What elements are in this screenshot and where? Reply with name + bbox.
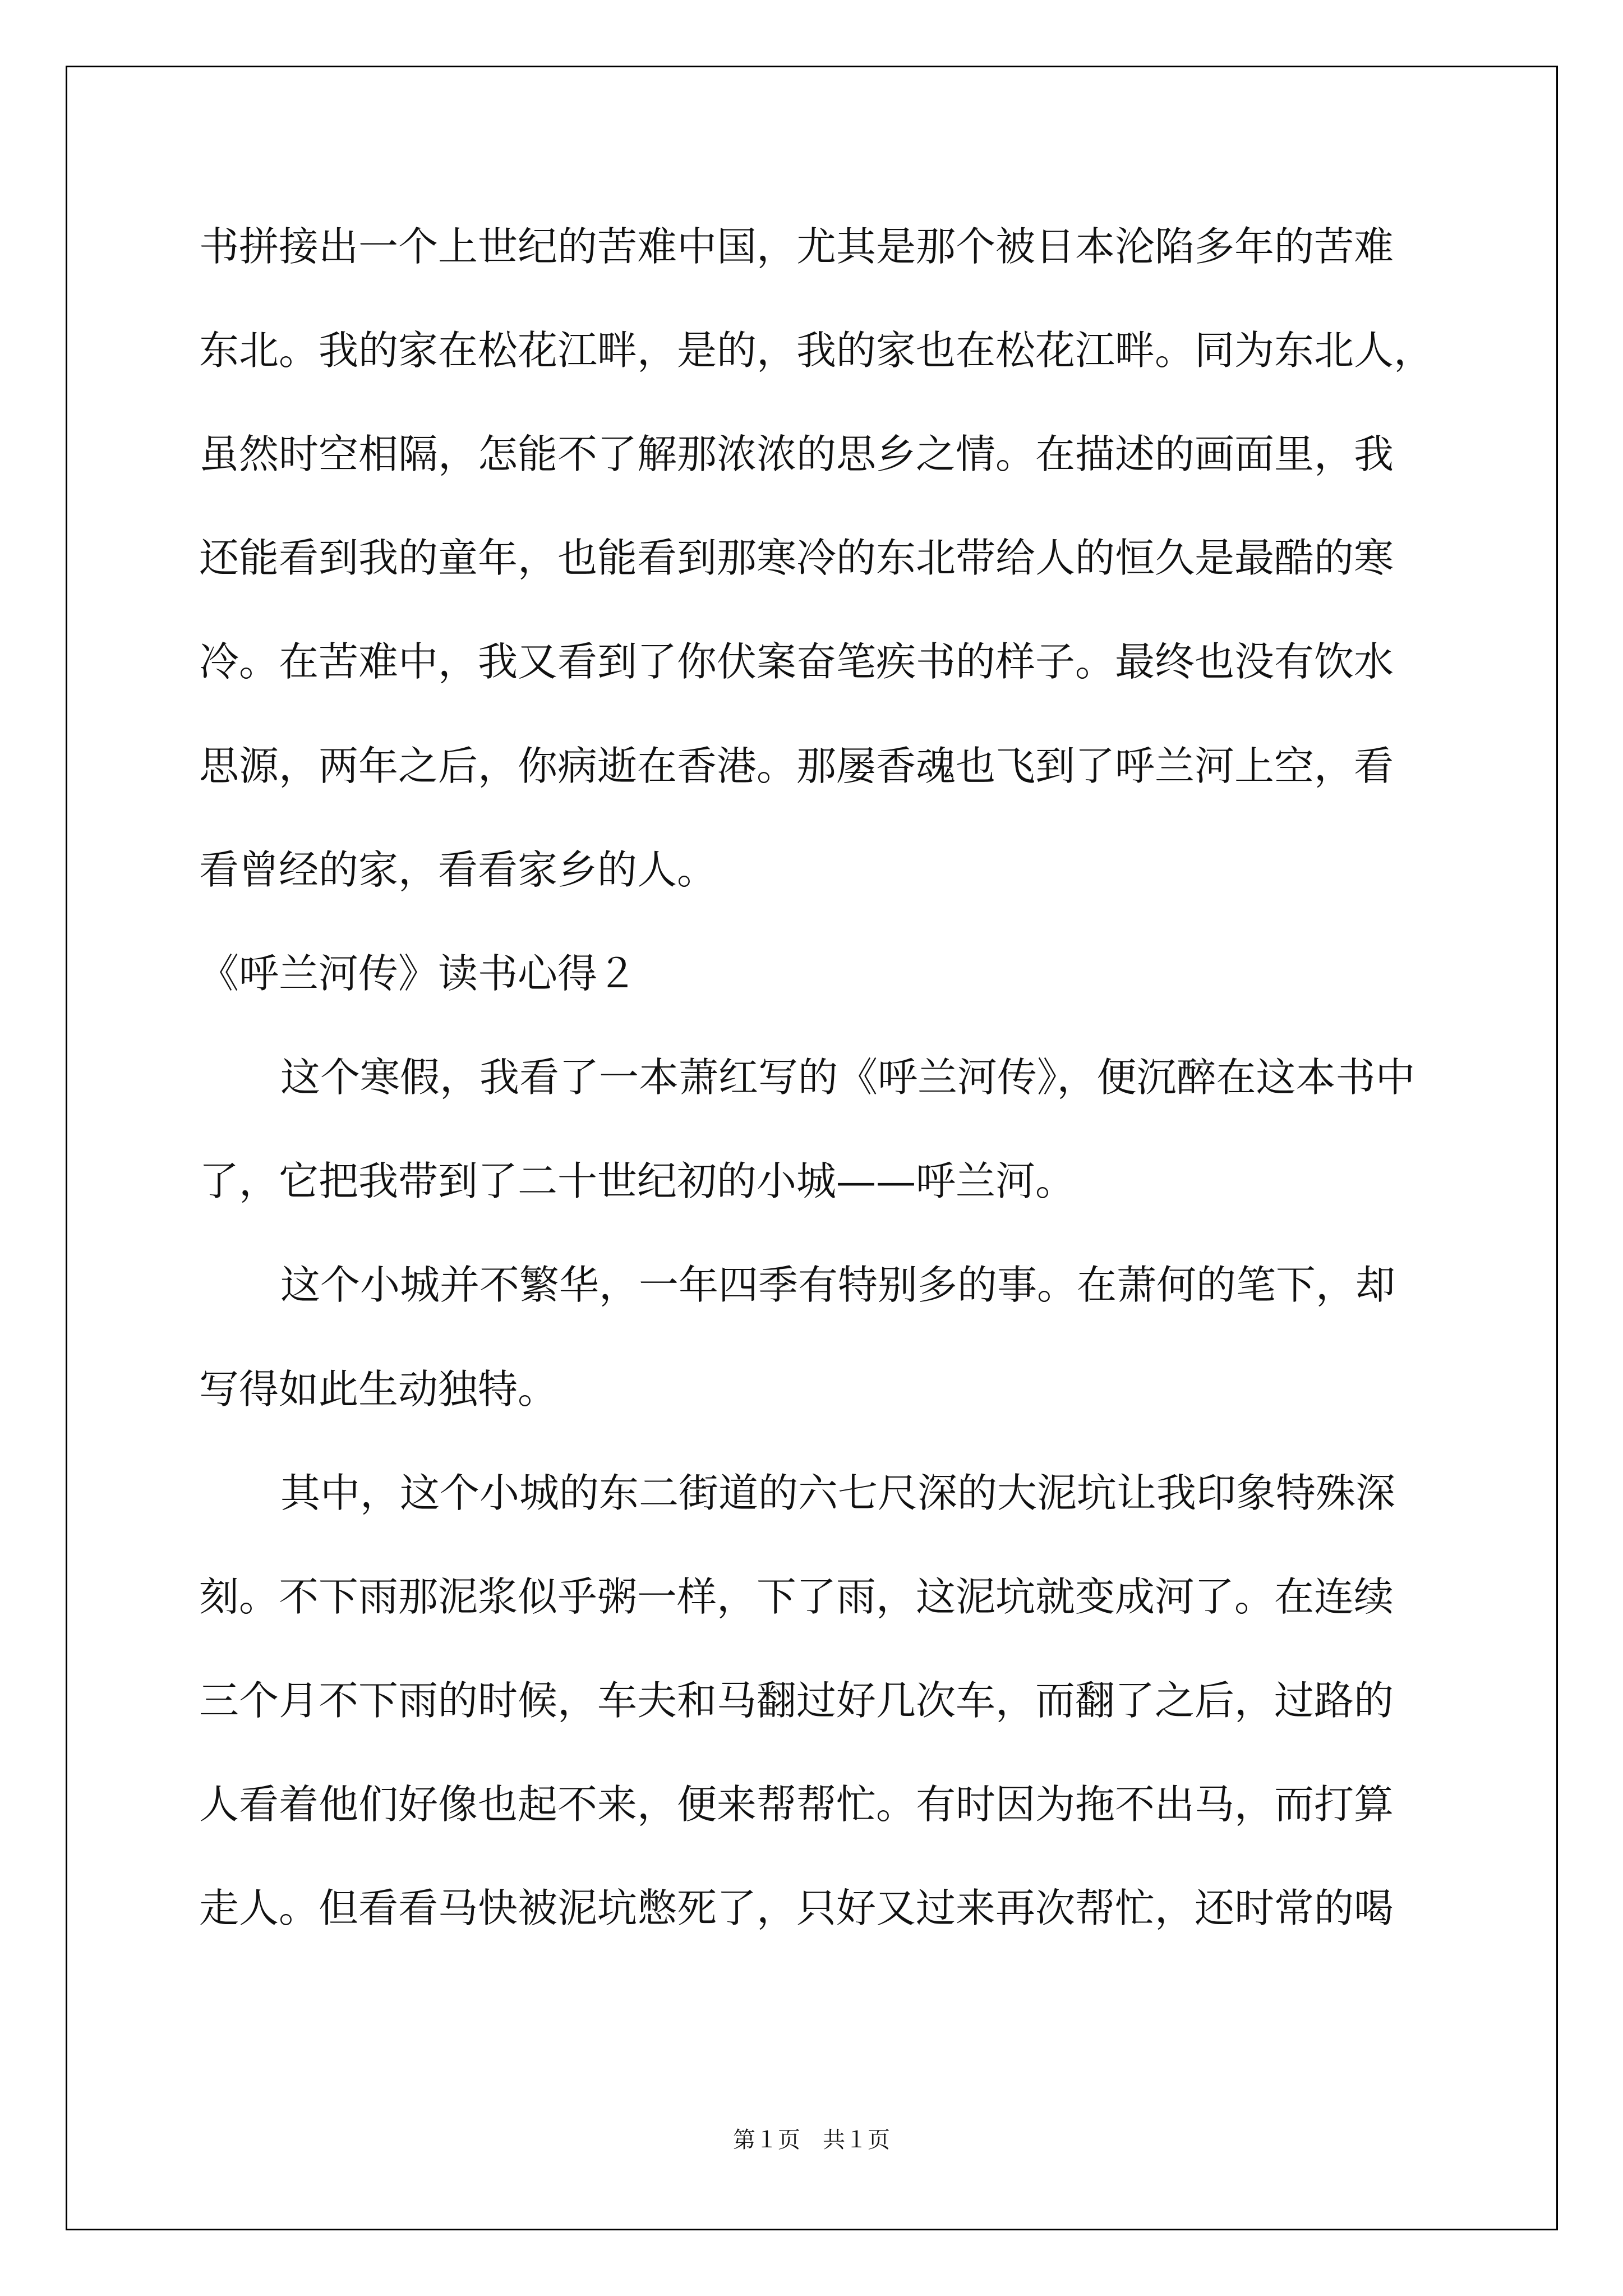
body-line: 三个月不下雨的时候，车夫和马翻过好几次车，而翻了之后，过路的: [199, 1677, 1394, 1724]
paragraph-first-line: 其中，这个小城的东二街道的六七尺深的大泥坑让我印象特殊深: [280, 1470, 1396, 1516]
page-number-footer: 第１页 共１页: [733, 2127, 890, 2153]
paragraph-first-line: 这个寒假，我看了一本萧红写的《呼兰河传》，便沉醉在这本书中: [280, 1054, 1415, 1101]
body-line: 看曾经的家，看看家乡的人。: [199, 846, 717, 893]
body-line: 思源，两年之后，你病逝在香港。那屡香魂也飞到了呼兰河上空，看: [199, 743, 1394, 789]
body-line: 人看着他们好像也起不来，便来帮帮忙。有时因为拖不出马，而打算: [199, 1781, 1394, 1828]
body-line: 了，它把我带到了二十世纪初的小城——呼兰河。: [199, 1158, 1076, 1204]
body-line: 刻。不下雨那泥浆似乎粥一样，下了雨，这泥坑就变成河了。在连续: [199, 1573, 1394, 1620]
body-line: 书拼接出一个上世纪的苦难中国，尤其是那个被日本沦陷多年的苦难: [199, 223, 1394, 270]
body-line: 冷。在苦难中，我又看到了你伏案奋笔疾书的样子。最终也没有饮水: [199, 638, 1394, 685]
body-line: 还能看到我的童年，也能看到那寒冷的东北带给人的恒久是最酷的寒: [199, 535, 1394, 581]
body-line: 走人。但看看马快被泥坑憋死了，只好又过来再次帮忙，还时常的喝: [199, 1885, 1394, 1931]
body-line: 虽然时空相隔，怎能不了解那浓浓的思乡之情。在描述的画面里，我: [199, 431, 1394, 477]
paragraph-first-line: 这个小城并不繁华，一年四季有特别多的事。在萧何的笔下，却: [280, 1262, 1396, 1308]
body-line: 东北。我的家在松花江畔，是的，我的家也在松花江畔。同为东北人，: [199, 327, 1434, 374]
body-line: 写得如此生动独特。: [199, 1366, 558, 1412]
section-heading: 《呼兰河传》读书心得２: [199, 950, 638, 997]
